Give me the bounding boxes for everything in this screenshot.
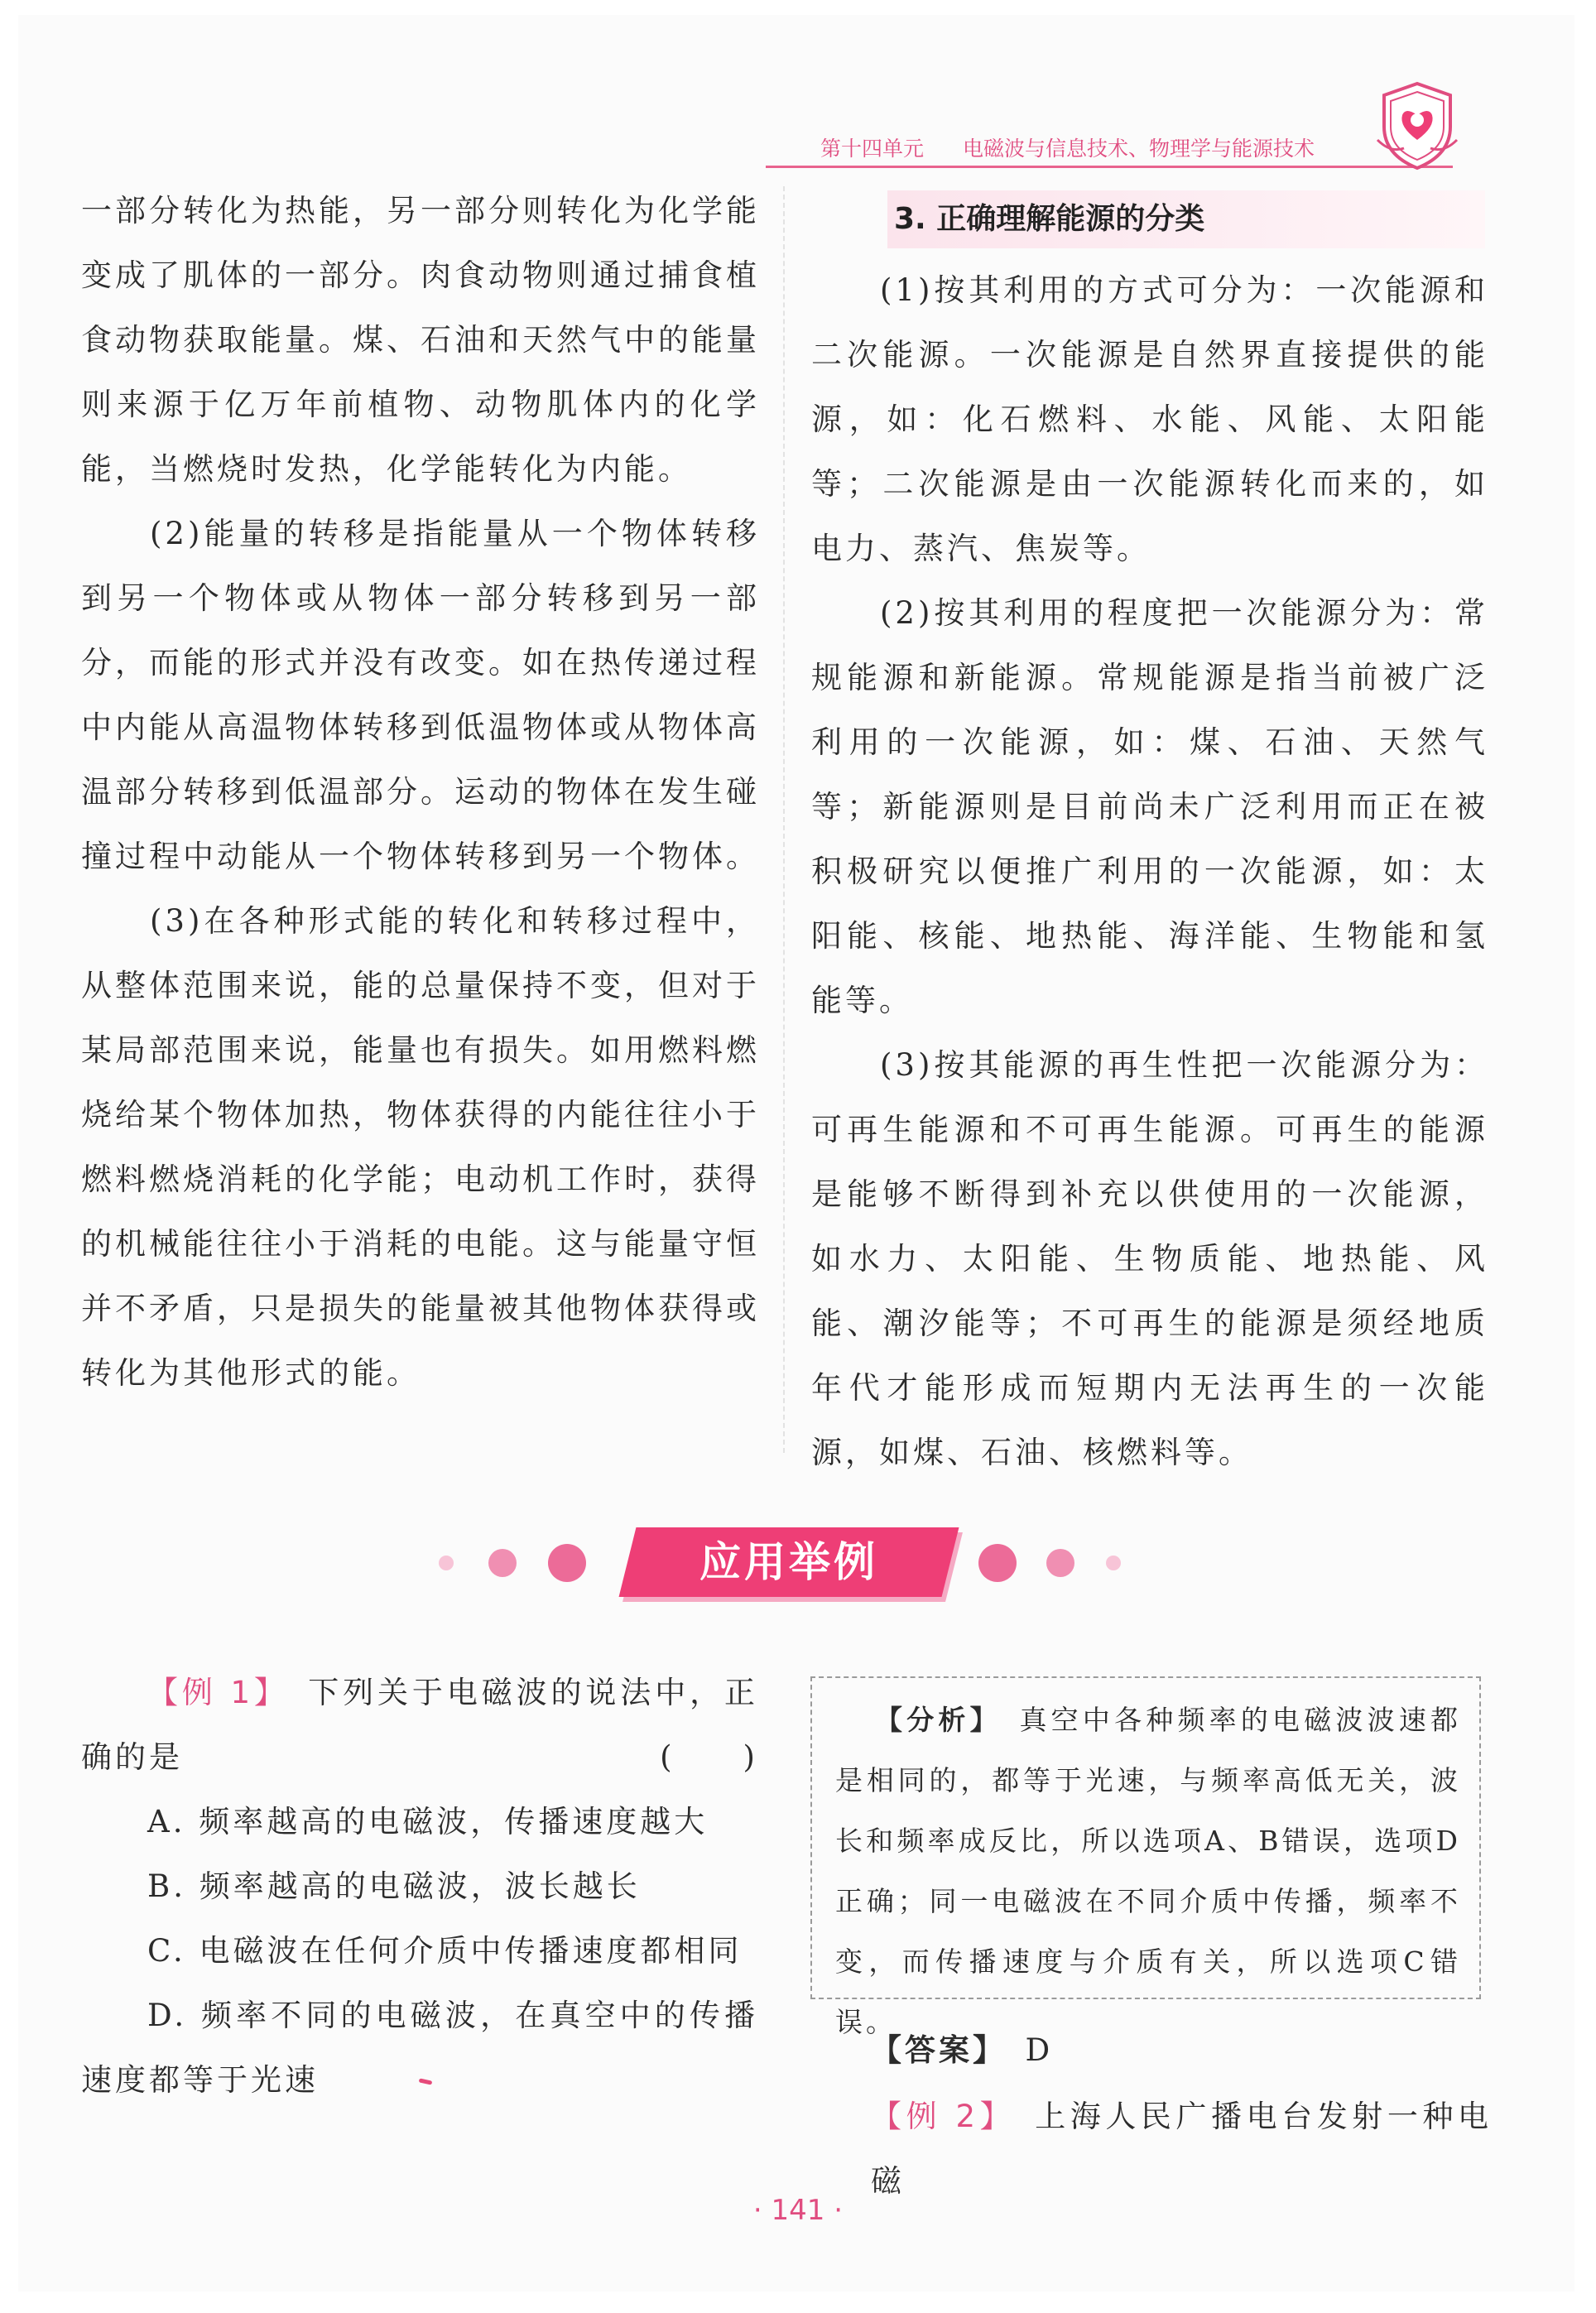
example-1	[81, 1661, 758, 2113]
banner-dot	[978, 1544, 1017, 1582]
left-paragraph-2: (2)能量的转移是指能量从一个物体转移到另一个物体或从物体一部分转移到另一部分，而能的形式并没有改变。如在热传递过程中内能从高温物体转移到低温物体或从物体高温部分转移到低温部分。运动的物体在发生碰撞过程中动能从一个物体转移到另一个物体。	[81, 516, 760, 874]
left-column	[81, 179, 760, 1406]
right-paragraph-1: (1)按其利用的方式可分为：一次能源和二次能源。一次能源是自然界直接提供的能源，如：化石燃料、水能、风能、太阳能等；二次能源是由一次能源转化而来的，如电力、蒸汽、焦炭等。	[811, 272, 1488, 566]
banner-dot	[1106, 1556, 1121, 1570]
section-heading	[887, 190, 1485, 248]
banner-dot	[1046, 1549, 1074, 1577]
answer-blank: ( )	[660, 1739, 758, 1775]
analysis-tag: 【分析】	[875, 1704, 988, 1736]
option-d: D. 频率不同的电磁波，在真空中的传播速度都等于光速	[81, 1998, 758, 2098]
banner-title: 应用举例	[699, 1538, 878, 1586]
example-1-tag: 【例 1】	[147, 1675, 274, 1710]
section-heading-text: 3. 正确理解能源的分类	[894, 202, 1205, 236]
header-title: 电磁波与信息技术、物理学与能源技术	[963, 137, 1315, 161]
right-column	[811, 258, 1488, 1485]
column-divider	[783, 186, 785, 1453]
example-1-question	[81, 1661, 758, 1790]
answer-value: D	[1025, 2032, 1054, 2068]
example-1-answer	[871, 2018, 1483, 2083]
example-1-question-text: 下列关于电磁波的说法中，正确的是	[81, 1675, 759, 1775]
analysis-text: 真空中各种频率的电磁波波速都是相同的，都等于光速，与频率高低无关，波长和频率成反比，所以选项A、B错误，选项D正确；同一电磁波在不同介质中传播，频率不变，而传播速度与介质有关，所以选项C错误。	[835, 1704, 1462, 2038]
left-paragraph-3: (3)在各种形式能的转化和转移过程中，从整体范围来说，能的总量保持不变，但对于某局部范围来说，能量也有损失。如用燃料燃烧给某个物体加热，物体获得的内能往往小于燃料燃烧消耗的化学能；电动机工作时，获得的机械能往往小于消耗的电能。这与能量守恒并不矛盾，只是损失的能量被其他物体获得或转化为其他形式的能。	[81, 903, 760, 1391]
running-header	[766, 124, 1453, 168]
right-paragraph-2: (2)按其利用的程度把一次能源分为：常规能源和新能源。常规能源是指当前被广泛利用的一次能源，如：煤、石油、天然气等；新能源则是目前尚未广泛利用而正在被积极研究以便推广利用的一次能源，如：太阳能、核能、地热能、海洋能、生物能和氢能等。	[811, 595, 1488, 1018]
shield-logo-icon	[1374, 79, 1460, 173]
left-paragraph-1: 一部分转化为热能，另一部分则转化为化学能变成了肌体的一部分。肉食动物则通过捕食植食动物获取能量。煤、石油和天然气中的能量则来源于亿万年前植物、动物肌体内的化学能，当燃烧时发热，化学能转化为内能。	[81, 193, 760, 487]
option-b: B. 频率越高的电磁波，波长越长	[147, 1868, 641, 1904]
right-paragraph-3: (3)按其能源的再生性把一次能源分为：可再生能源和不可再生能源。可再生的能源是能够不断得到补充以供使用的一次能源，如水力、太阳能、生物质能、地热能、风能、潮汐能等；不可再生的能源是须经地质年代才能形成而短期内无法再生的一次能源，如煤、石油、核燃料等。	[811, 1047, 1488, 1470]
banner-dot	[548, 1544, 586, 1582]
answer-tag: 【答案】	[871, 2032, 992, 2068]
example-2-tag: 【例 2】	[871, 2099, 1000, 2134]
header-unit: 第十四单元	[820, 137, 925, 161]
section-banner	[0, 1527, 1596, 1610]
banner-dot	[439, 1556, 454, 1570]
banner-dot	[488, 1549, 517, 1577]
option-a: A. 频率越高的电磁波，传播速度越大	[147, 1804, 709, 1839]
analysis-box	[810, 1676, 1481, 2038]
option-c: C. 电磁波在任何介质中传播速度都相同	[147, 1933, 743, 1969]
page-number: · 141 ·	[752, 2194, 844, 2227]
example-2-text: 上海人民广播电台发射一种电磁	[871, 2099, 1493, 2199]
